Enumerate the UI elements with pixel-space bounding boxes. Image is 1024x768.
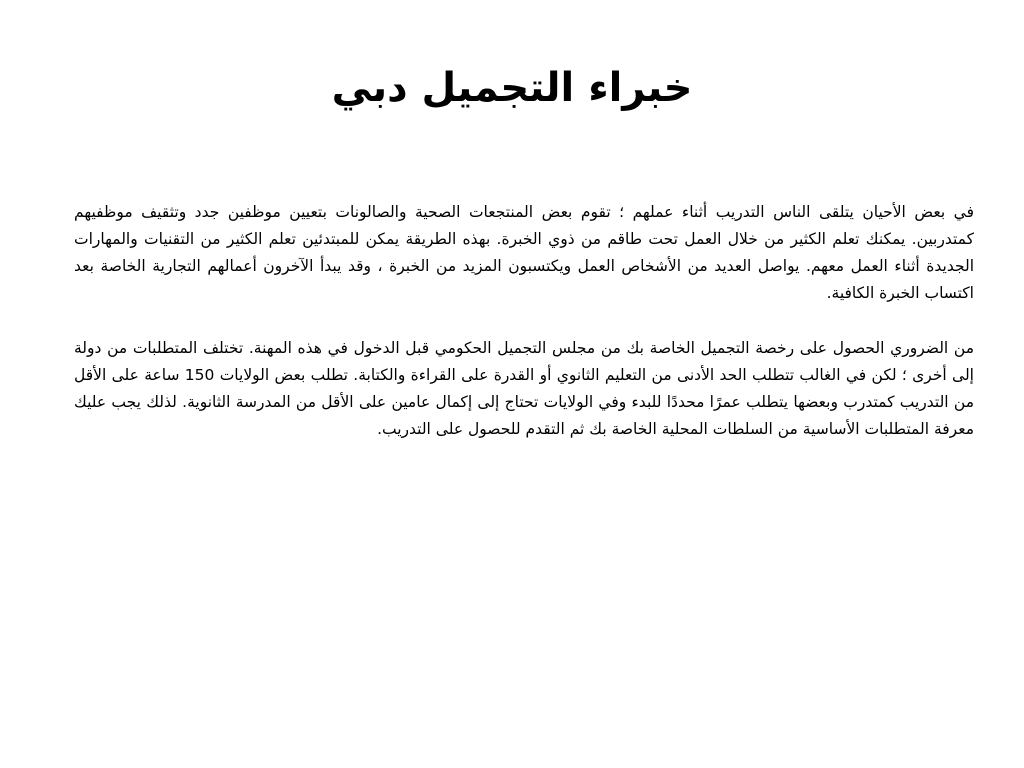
slide-title: خبراء التجميل دبي xyxy=(331,65,693,111)
paragraph-license-requirements: من الضروري الحصول على رخصة التجميل الخاصة بك من مجلس التجميل الحكومي قبل الدخول في هذه المهنة. تختلف المتطلبات من دولة إلى أخرى ؛ لكن في الغالب تتطلب الحد الأدنى من التعليم الثانوي أو القدرة على القراءة والكتابة. تطلب بعض الولايات 150 ساعة على الأقل من التدريب كمتدرب وبعضها يتطلب عمرًا محددًا للبدء وفي الولايات تحتاج إلى إكمال عامين على الأقل من المدرسة الثانوية. لذلك يجب عليك معرفة المتطلبات الأساسية من السلطات المحلية الخاصة بك ثم التقدم للحصول على التدريب. xyxy=(74,339,974,438)
paragraph-on-the-job-training: في بعض الأحيان يتلقى الناس التدريب أثناء عملهم ؛ تقوم بعض المنتجعات الصحية والصالونات بتعيين موظفين جدد وتثقيف موظفيهم كمتدربين. يمكنك تعلم الكثير من خلال العمل تحت طاقم من ذوي الخبرة. بهذه الطريقة يمكن للمبتدئين تعلم الكثير من التقنيات والمهارات الجديدة أثناء العمل معهم. يواصل العديد من الأشخاص العمل ويكتسبون المزيد من الخبرة ، وقد يبدأ الآخرون أعمالهم التجارية الخاصة بعد اكتساب الخبرة الكافية. xyxy=(74,203,974,302)
slide-body xyxy=(74,199,974,471)
